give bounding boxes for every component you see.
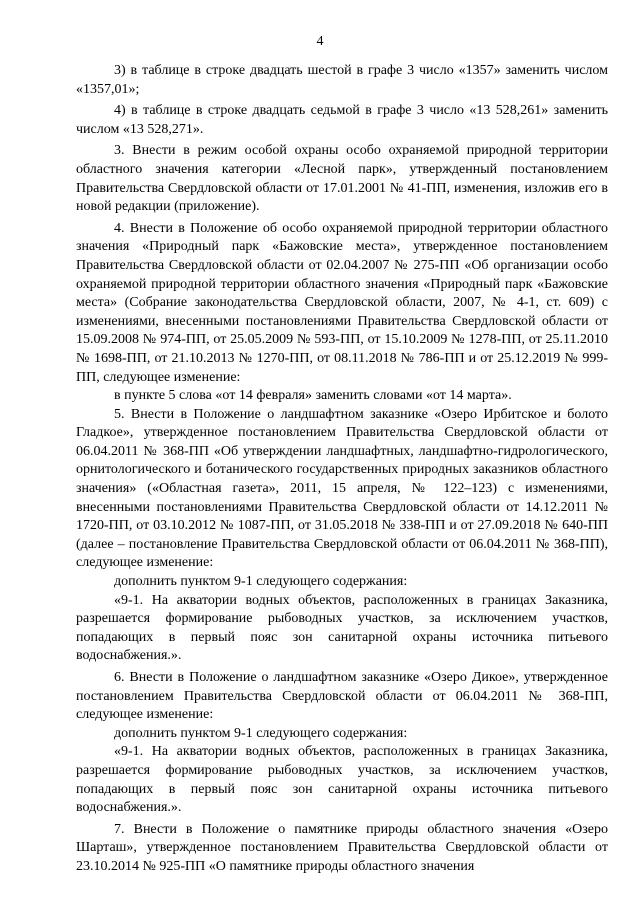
paragraph-item-6: 6. Внести в Положение о ландшафтном заказнике «Озеро Дикое», утвержденное постановлением Правительства Свердловской области от 06.04.2011 № 368-ПП, следующее изменение: (76, 670, 608, 723)
document-body (76, 62, 608, 877)
paragraph-item-5-quote: «9-1. На акватории водных объектов, расположенных в границах Заказника, разрешается формирование рыбоводных участков, за исключением участков, попадающих в первый пояс зон санитарной охраны источника питьевого водоснабжения.». (76, 592, 608, 664)
paragraph-item-4-change: в пункте 5 слова «от 14 февраля» заменить словами «от 14 марта». (114, 388, 512, 404)
paragraph-3-subitem-4: 4) в таблице в строке двадцать седьмой в графе 3 число «13 528,261» заменить числом «13 528,271». (76, 103, 608, 137)
paragraph-item-5: 5. Внести в Положение о ландшафтном заказнике «Озеро Ирбитское и болото Гладкое», утвержденное постановлением Правительства Свердловской области от 06.04.2011 № 368-ПП «Об утверждении ландшафтных, ландшафтно-гидрологического, орнитологического и ботанического государственных природных заказников областного значения» («Областная газета», 2011, 15 апреля, № 122–123) с изменениями, внесенными постановлениями Правительства Свердловской области от 14.12.2011 № 1720-ПП, от 03.10.2012 № 1087-ПП, от 31.05.2018 № 338-ПП и от 27.09.2018 № 640-ПП (далее – постановление Правительства Свердловской области от 06.04.2011 № 368-ПП), следующее изменение: (76, 406, 608, 571)
paragraph-item-6-quote: «9-1. На акватории водных объектов, расположенных в границах Заказника, разрешается формирование рыбоводных участков, за исключением участков, попадающих в первый пояс зон санитарной охраны источника питьевого водоснабжения.». (76, 744, 608, 816)
paragraph-item-3: 3. Внести в режим особой охраны особо охраняемой природной территории областного значения категории «Лесной парк», утвержденный постановлением Правительства Свердловской области от 17.01.2001 № 41-ПП, изменения, изложив его в новой редакции (приложение). (76, 143, 608, 215)
paragraph-item-4: 4. Внести в Положение об особо охраняемой природной территории областного значения «Природный парк «Бажовские места», утвержденное постановлением Правительства Свердловской области от 02.04.2007 № 275-ПП «Об организации особо охраняемой природной территории областного значения «Природный парк «Бажовские места» (Собрание законодательства Свердловской области, 2007, № 4-1, ст. 609) с изменениями, внесенными постановлениями Правительства Свердловской области от 15.09.2008 № 974-ПП, от 25.05.2009 № 593-ПП, от 15.10.2009 № 1278-ПП, от 25.11.2010 № 1698-ПП, от 21.10.2013 № 1270-ПП, от 08.11.2018 № 786-ПП и от 25.12.2019 № 999-ПП, следующее изменение: (76, 220, 608, 385)
paragraph-item-6-supplement: дополнить пунктом 9-1 следующего содержания: (114, 725, 408, 741)
page-number: 4 (316, 34, 324, 49)
paragraph-item-5-supplement: дополнить пунктом 9-1 следующего содержания: (114, 574, 408, 590)
paragraph-3-subitem-3: 3) в таблице в строке двадцать шестой в графе 3 число «1357» заменить числом «1357,01»; (76, 63, 608, 97)
paragraph-item-7: 7. Внести в Положение о памятнике природы областного значения «Озеро Шарташ», утвержденное постановлением Правительства Свердловской области от 23.10.2014 № 925-ПП «О памятнике природы областного значения (76, 821, 608, 874)
